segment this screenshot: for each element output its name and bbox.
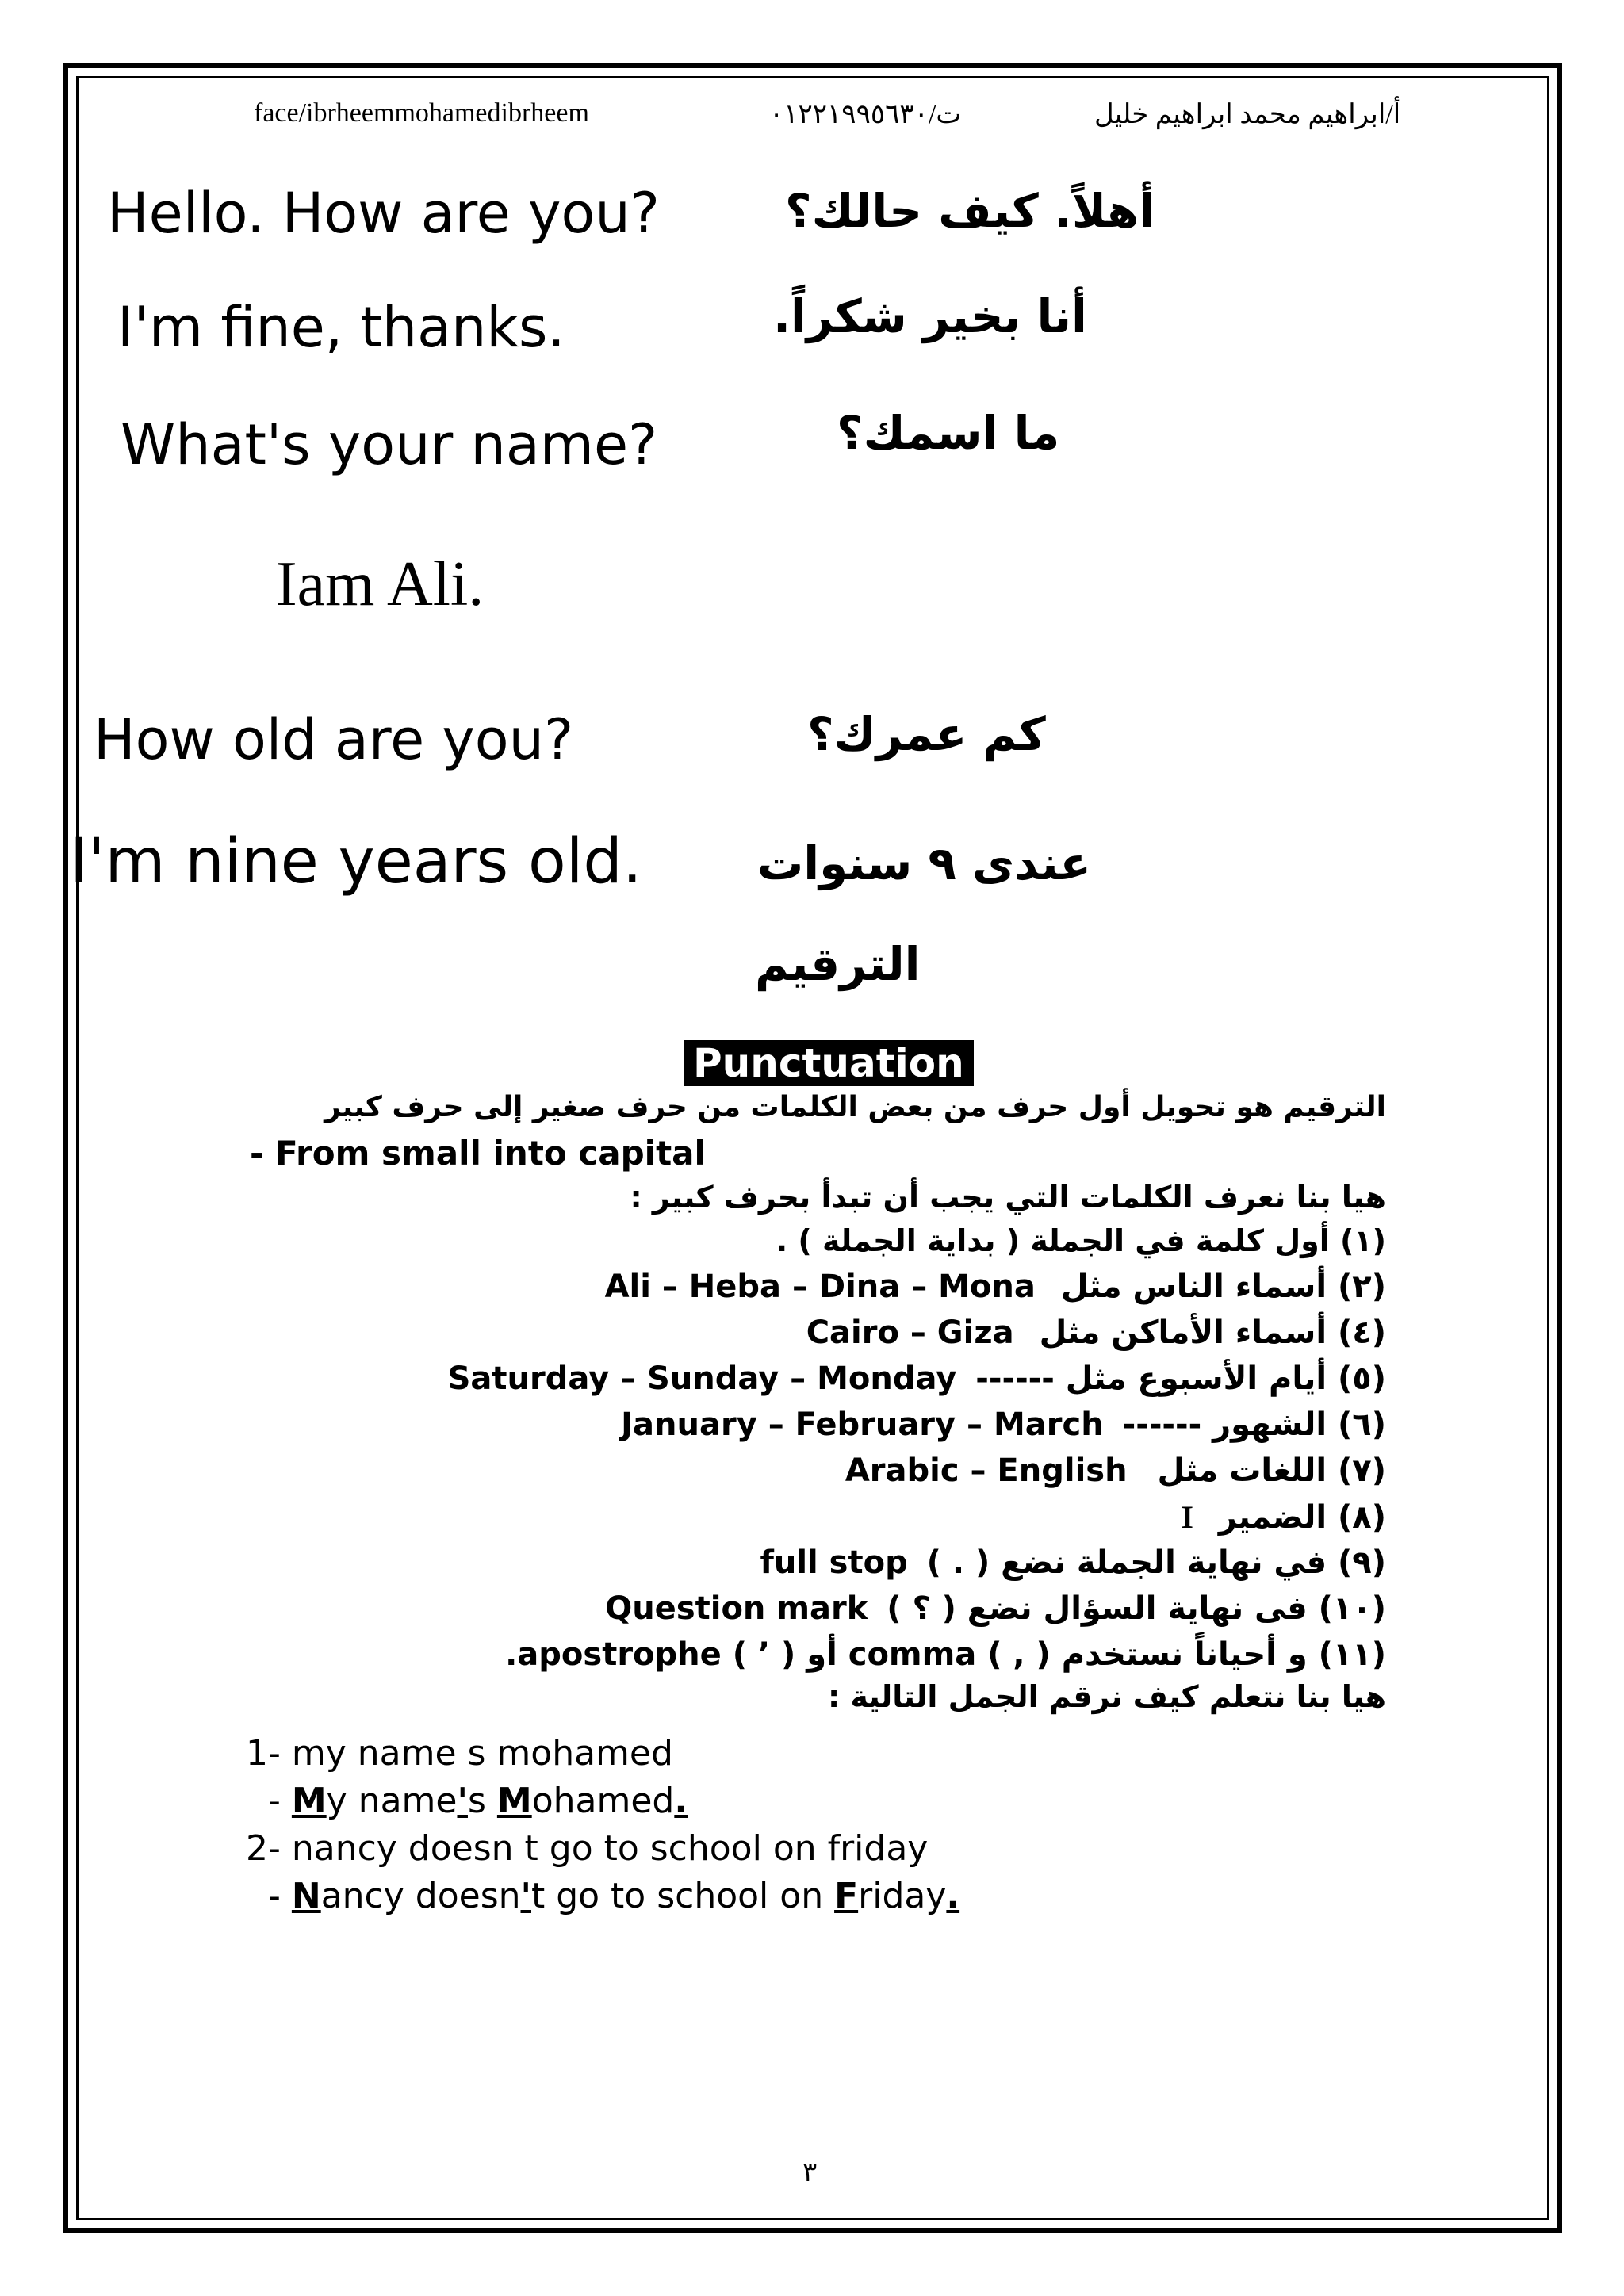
header-facebook: face/ibrheemmohamedibrheem bbox=[254, 98, 589, 128]
apostrophe-mark: ' bbox=[457, 1781, 468, 1821]
answer-part: riday bbox=[858, 1876, 947, 1916]
full-stop-mark: . bbox=[946, 1876, 960, 1916]
answer-part: s bbox=[467, 1781, 497, 1821]
answer-part: ancy doesn bbox=[320, 1876, 521, 1916]
definition-ar: الترقيم هو تحويل أول حرف من بعض الكلمات من حرف صغير إلى حرف كبير bbox=[324, 1091, 1386, 1123]
rule-4-ar: (٤) أسماء الأماكن مثل bbox=[1039, 1314, 1386, 1351]
rule-11: (١١) و أحياناً نستخدم ( , ) comma أو ( ’ ) apostrophe. bbox=[505, 1636, 1386, 1673]
answer-part: t go to school on bbox=[530, 1876, 835, 1916]
phrase-en-2: I'm fine, thanks. bbox=[117, 295, 565, 360]
page-number: ٣ bbox=[802, 2158, 818, 2187]
rule-2 bbox=[605, 1269, 1386, 1305]
rule-2-en: Ali – Heba – Dina – Mona bbox=[604, 1269, 1036, 1305]
rule-6 bbox=[621, 1406, 1386, 1443]
phrase-ar-1: أهلاً. كيف حالك؟ bbox=[785, 184, 1155, 238]
example-1-answer bbox=[268, 1781, 688, 1821]
answer-part: ohamed bbox=[531, 1781, 675, 1821]
example-2-question: 2- nancy doesn t go to school on friday bbox=[246, 1828, 929, 1869]
rule-8-en: I bbox=[1181, 1499, 1193, 1535]
rule-8-ar: (٨) الضمير bbox=[1218, 1499, 1386, 1536]
definition-en: - From small into capital bbox=[250, 1134, 706, 1173]
rule-9-ar: (٩) في نهاية الجملة نضع ( . ) bbox=[926, 1544, 1386, 1581]
example-2-answer bbox=[268, 1876, 959, 1916]
header-teacher: أ/ابراهيم محمد ابراهيم خليل bbox=[1094, 100, 1401, 129]
rule-10 bbox=[605, 1590, 1386, 1627]
rule-5 bbox=[448, 1360, 1386, 1397]
capital-letter: M bbox=[496, 1781, 532, 1821]
header-phone: ت/٠١٢٢١٩٩٥٦٣٠ bbox=[769, 100, 962, 129]
apostrophe-mark: ' bbox=[520, 1876, 531, 1916]
answer-part: y name bbox=[326, 1781, 458, 1821]
phrase-ar-3: ما اسمك؟ bbox=[837, 406, 1060, 460]
phrase-ar-5: كم عمرك؟ bbox=[807, 707, 1046, 761]
rule-2-ar: (٢) أسماء الناس مثل bbox=[1060, 1269, 1386, 1305]
answer-part: - bbox=[268, 1876, 292, 1916]
rule-6-en: January – February – March bbox=[621, 1406, 1104, 1443]
capital-letter: F bbox=[834, 1876, 859, 1916]
answer-part: - bbox=[268, 1781, 292, 1821]
rule-6-ar: (٦) الشهور ------ bbox=[1122, 1406, 1386, 1443]
rule-10-ar: (١٠) فى نهاية السؤال نضع ( ؟ ) bbox=[887, 1590, 1386, 1627]
phrase-en-4: Iam Ali. bbox=[276, 549, 485, 619]
phrase-ar-6: عندى ٩ سنوات bbox=[757, 836, 1091, 890]
phrase-en-3: What's your name? bbox=[121, 412, 658, 477]
rule-7-en: Arabic – English bbox=[845, 1452, 1128, 1489]
rule-9-en: full stop bbox=[760, 1544, 908, 1581]
phrase-en-5: How old are you? bbox=[94, 707, 574, 772]
section-title-ar: الترقيم bbox=[755, 937, 921, 991]
rule-5-en: Saturday – Sunday – Monday bbox=[447, 1360, 957, 1397]
section-title-en: Punctuation bbox=[684, 1040, 974, 1086]
capital-letter: N bbox=[291, 1876, 321, 1916]
example-1-question: 1- my name s mohamed bbox=[246, 1733, 673, 1774]
rule-7-ar: (٧) اللغات مثل bbox=[1157, 1452, 1386, 1489]
intro-ar: هيا بنا نعرف الكلمات التي يجب أن تبدأ بحرف كبير : bbox=[630, 1180, 1386, 1215]
full-stop-mark: . bbox=[674, 1781, 688, 1821]
phrase-en-1: Hello. How are you? bbox=[107, 181, 660, 246]
phrase-ar-2: أنا بخير شكراً. bbox=[773, 289, 1087, 343]
rule-7 bbox=[845, 1452, 1386, 1489]
practice-intro-ar: هيا بنا نتعلم كيف نرقم الجمل التالية : bbox=[828, 1679, 1386, 1714]
rule-4 bbox=[806, 1314, 1386, 1351]
capital-letter: M bbox=[291, 1781, 327, 1821]
rule-10-en: Question mark bbox=[605, 1590, 868, 1627]
rule-5-ar: (٥) أيام الأسبوع مثل ------ bbox=[975, 1360, 1386, 1397]
rule-4-en: Cairo – Giza bbox=[806, 1314, 1014, 1351]
rule-9 bbox=[760, 1544, 1386, 1581]
rule-1: (١) أول كلمة في الجملة ( بداية الجملة ) . bbox=[776, 1223, 1386, 1258]
phrase-en-6: I'm nine years old. bbox=[70, 826, 642, 897]
rule-8 bbox=[1181, 1498, 1386, 1536]
